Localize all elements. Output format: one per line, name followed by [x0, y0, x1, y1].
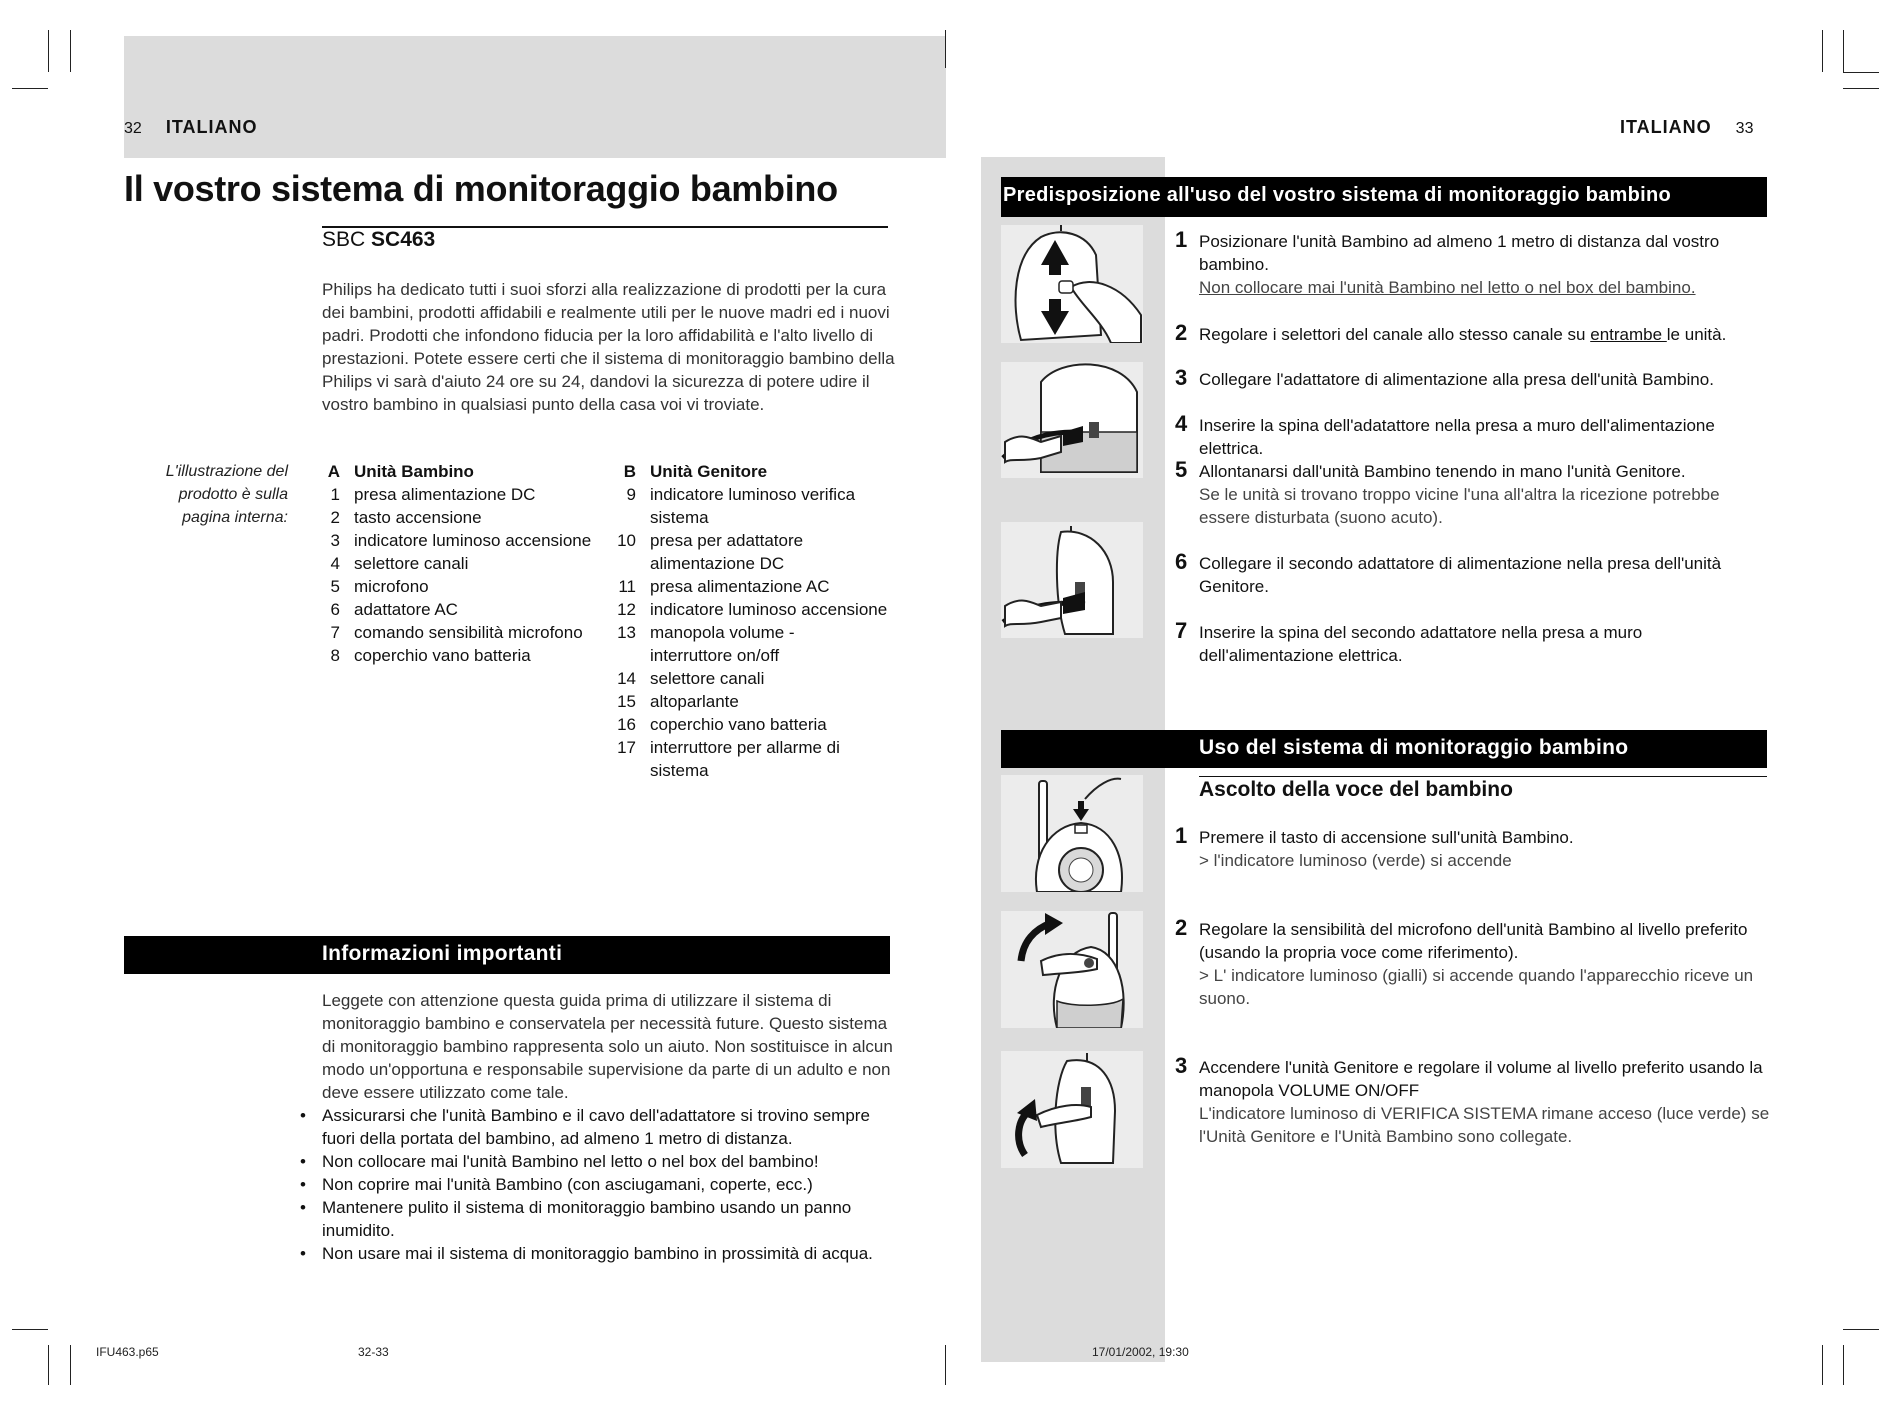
unit-a-title: Unità Bambino: [354, 462, 474, 481]
info-section-title: Informazioni importanti: [322, 942, 563, 965]
list-item: • Non usare mai il sistema di monitoraggio bambino in prossimità di acqua.: [300, 1242, 896, 1265]
step-note: Se le unità si trovano troppo vicine l'una all'altra la ricezione potrebbe essere disturbata (suono acuto).: [1199, 485, 1720, 527]
power-on-illustration: [1001, 775, 1143, 892]
intro-paragraph: Philips ha dedicato tutti i suoi sforzi alla realizzazione di prodotti per la cura dei bambini, prodotti affidabili e realmente utili per le nuove madri ed i nuovi padri. Prodotti che infondono fiducia per la loro affidabilità e l'alto livello di prestazioni. Potete essere certi che il sistema di monitoraggio bambino della Philips vi sarà d'aiuto 24 ore su 24, dandovi la sicurezza di potere udire il vostro bambino in qualsiasi punto della casa voi vi troviate.: [322, 280, 895, 414]
power-adapter-icon: [1001, 522, 1143, 638]
step-text-emphasis: entrambe: [1590, 325, 1667, 344]
step-text: Premere il tasto di accensione sull'unità Bambino.: [1199, 828, 1574, 847]
model-name: [322, 228, 435, 252]
step-number: 1: [1175, 823, 1188, 848]
rotate-arrow-icon: [1001, 911, 1143, 1028]
crop-mark: [70, 30, 71, 72]
step-text: Inserire la spina dell'adatattore nella presa a muro dell'alimentazione elettrica.: [1199, 416, 1715, 458]
unit-b-letter: B: [623, 462, 636, 481]
step-note: > l'indicatore luminoso (verde) si accende: [1199, 851, 1512, 870]
crop-mark: [945, 30, 946, 68]
setup-step-6: [1175, 549, 1775, 600]
step-text: Allontanarsi dall'unità Bambino tenendo in mano l'unità Genitore.: [1199, 462, 1686, 481]
volume-illustration: [1001, 1051, 1143, 1168]
footer-filename: IFU463.p65: [96, 1345, 159, 1359]
illustration-note-line: L'illustrazione del: [165, 463, 288, 480]
info-paragraph: Leggete con attenzione questa guida prima di utilizzare il sistema di monitoraggio bambino e conservatela per necessità future. Questo sistema di monitoraggio bambino rappresenta solo un aiuto. Non sostituisce in alcun modo un'opportuna e responsabile supervisione da parte di un adulto e non deve essere utilizzato come tale.: [322, 991, 893, 1102]
footer-page-range: 32-33: [358, 1345, 389, 1359]
unit-b-list: B Unità Genitore 9 indicatore luminoso verifica sistema 10 presa per adattatore alimentazione DC 11 presa alimentazione AC 12 indicatore luminoso accensione 13 manopola volume - interruttore on/off 14 selettore canali 15 altoparlante 16 coperchio vano batteria 17 interruttore per allarme di sistema: [608, 460, 908, 780]
unit-b-title: Unità Genitore: [650, 462, 768, 481]
baby-unit-placement-illustration: [1001, 225, 1143, 343]
crop-mark: [12, 88, 48, 89]
step-number: 2: [1175, 915, 1188, 940]
use-section-bar: [1001, 730, 1767, 768]
use-step-2: [1175, 915, 1775, 1012]
crop-mark: [945, 1345, 946, 1385]
footer-timestamp: 17/01/2002, 19:30: [1092, 1345, 1189, 1359]
step-text: Accendere l'unità Genitore e regolare il volume al livello preferito usando la manopola VOLUME ON/OFF: [1199, 1058, 1763, 1100]
crop-mark: [1843, 72, 1879, 73]
safety-bullet-list: [300, 1104, 896, 1265]
model-code: SC463: [371, 228, 436, 251]
crop-mark: [48, 1345, 49, 1385]
step-note: L'indicatore luminoso di VERIFICA SISTEMA rimane acceso (luce verde) se l'Unità Genitore e l'Unità Bambino sono collegate.: [1199, 1104, 1770, 1146]
setup-step-1: [1175, 227, 1775, 300]
left-page-number: 32: [124, 120, 142, 137]
step-note: > L' indicatore luminoso (gialli) si accende quando l'apparecchio riceve un suono.: [1199, 966, 1754, 1008]
step-text: Inserire la spina del secondo adattatore nella presa a muro dell'alimentazione elettrica.: [1199, 623, 1643, 665]
setup-step-2: [1175, 320, 1775, 348]
info-section-bar: [124, 936, 890, 974]
list-item: • Non coprire mai l'unità Bambino (con asciugamani, coperte, ecc.): [300, 1173, 896, 1196]
list-item: • Mantenere pulito il sistema di monitoraggio bambino usando un panno inumidito.: [300, 1196, 896, 1242]
crop-mark: [1843, 1345, 1844, 1385]
crop-mark: [70, 1345, 71, 1385]
left-page-header: [124, 117, 257, 138]
baby-unit-placement-icon: [1001, 225, 1143, 343]
subheading-rule: [1199, 776, 1767, 777]
step-number: 4: [1175, 411, 1188, 436]
listen-subheading: Ascolto della voce del bambino: [1199, 778, 1513, 801]
crop-mark: [12, 1329, 48, 1330]
right-page-header: [1620, 117, 1753, 138]
setup-step-4: [1175, 411, 1775, 462]
volume-knob-icon: [1001, 1051, 1143, 1168]
step-number: 3: [1175, 365, 1188, 390]
power-adapter-icon: [1001, 362, 1143, 478]
illustration-note: [130, 460, 288, 529]
list-item: • Assicurarsi che l'unità Bambino e il cavo dell'adattatore si trovino sempre fuori della portata del bambino, ad almeno 1 metro di distanza.: [300, 1104, 896, 1150]
step-number: 1: [1175, 227, 1188, 252]
page-title: Il vostro sistema di monitoraggio bambino: [124, 168, 838, 209]
step-text: Collegare l'adattatore di alimentazione alla presa dell'unità Bambino.: [1199, 370, 1714, 389]
right-page-number: 33: [1735, 120, 1754, 137]
right-language-label: ITALIANO: [1620, 117, 1712, 137]
step-text: Posizionare l'unità Bambino ad almeno 1 metro di distanza dal vostro bambino.: [1199, 232, 1720, 274]
power-button-icon: [1001, 775, 1143, 892]
left-language-label: ITALIANO: [165, 117, 258, 137]
setup-section-title: Predisposizione all'uso del vostro sistema di monitoraggio bambino: [1003, 184, 1671, 206]
step-number: 3: [1175, 1053, 1188, 1078]
unit-a-letter: A: [327, 462, 340, 481]
crop-mark: [1822, 1345, 1823, 1385]
model-prefix: SBC: [322, 228, 366, 251]
step-number: 2: [1175, 320, 1188, 345]
setup-section-bar: [1001, 177, 1767, 217]
step-text: Regolare la sensibilità del microfono dell'unità Bambino al livello preferito (usando la propria voce come riferimento).: [1199, 920, 1748, 962]
step-number: 6: [1175, 549, 1188, 574]
use-step-3: [1175, 1053, 1775, 1150]
header-grey-band: [124, 36, 946, 158]
step-text: Collegare il secondo adattatore di alimentazione nella presa dell'unità Genitore.: [1199, 554, 1722, 596]
step-text: Regolare i selettori del canale allo stesso canale su: [1199, 325, 1591, 344]
crop-mark: [1843, 88, 1879, 89]
crop-mark: [1843, 30, 1844, 72]
adapter-parent-unit-illustration: [1001, 522, 1143, 638]
step-number: 7: [1175, 618, 1188, 643]
crop-mark: [1822, 30, 1823, 72]
use-section-title: Uso del sistema di monitoraggio bambino: [1199, 736, 1629, 759]
crop-mark: [48, 30, 49, 72]
use-step-1: [1175, 823, 1775, 874]
setup-step-5: [1175, 457, 1775, 530]
step-warning: Non collocare mai l'unità Bambino nel letto o nel box del bambino.: [1199, 278, 1696, 297]
illustration-note-line: pagina interna:: [182, 509, 288, 526]
crop-mark: [1843, 1329, 1879, 1330]
unit-a-list: A Unità Bambino 1 presa alimentazione DC 2 tasto accensione 3 indicatore luminoso accensione 4 selettore canali 5 microfono 6 adattatore AC 7 comando sensibilità microfono 8 coperchio vano batteria: [312, 460, 612, 680]
adapter-baby-unit-illustration: [1001, 362, 1143, 478]
list-item: • Non collocare mai l'unità Bambino nel letto o nel box del bambino!: [300, 1150, 896, 1173]
step-text: le unità.: [1666, 325, 1727, 344]
sensitivity-illustration: [1001, 911, 1143, 1028]
setup-step-7: [1175, 618, 1775, 669]
step-number: 5: [1175, 457, 1188, 482]
illustration-note-line: prodotto è sulla: [178, 486, 288, 503]
setup-step-3: [1175, 365, 1775, 393]
